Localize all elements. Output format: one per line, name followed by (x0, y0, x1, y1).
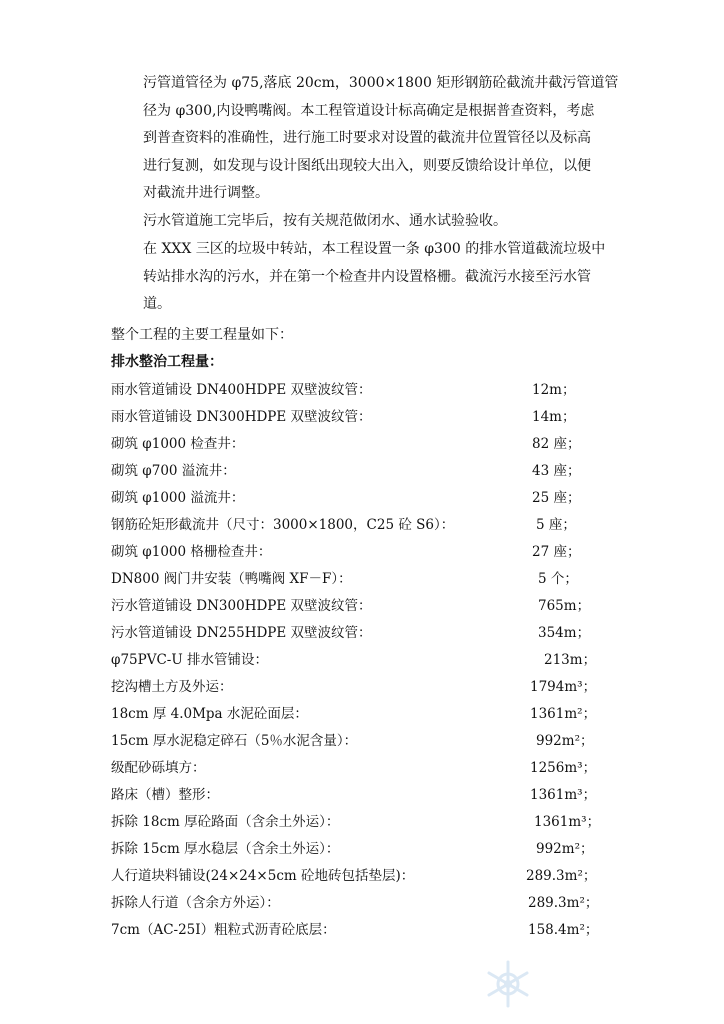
quantity-value: 1794m³； (530, 679, 597, 695)
quantity-label: 拆除 15cm 厚水稳层（含余土外运）： (111, 841, 340, 857)
quantity-label: DN800 阀门井安装（鸭嘴阀 XF－F）： (111, 571, 352, 587)
quantity-value: 289.3m²； (526, 868, 597, 884)
text-line: 进行复测，如发现与设计图纸出现较大出入，则要反馈给设计单位，以便 (143, 157, 591, 174)
quantity-row (0, 810, 724, 837)
quantity-row (0, 675, 724, 702)
quantity-row (0, 621, 724, 648)
quantity-row (0, 378, 724, 405)
quantity-label: 拆除人行道（含余方外运）： (111, 895, 280, 911)
quantity-value: 43 座； (532, 463, 581, 479)
text-line: 道。 (143, 296, 171, 313)
quantity-row (0, 783, 724, 810)
quantity-value: 25 座； (532, 490, 581, 506)
quantity-label: 砌筑 φ1000 格栅检查井： (111, 544, 272, 560)
quantity-row (0, 864, 724, 891)
quantity-row (0, 837, 724, 864)
quantity-value: 289.3m²； (528, 895, 599, 911)
quantity-label: 雨水管道铺设 DN400HDPE 双壁波纹管： (111, 382, 372, 398)
quantity-row (0, 702, 724, 729)
quantity-value: 5 个； (538, 571, 578, 587)
quantity-label: 砌筑 φ700 溢流井： (111, 463, 236, 479)
quantity-row (0, 540, 724, 567)
quantity-value: 82 座； (532, 436, 581, 452)
quantity-value: 1361m³； (534, 814, 601, 830)
quantity-label: 污水管道铺设 DN300HDPE 双壁波纹管： (111, 598, 372, 614)
quantity-label: 18cm 厚 4.0Mpa 水泥砼面层： (111, 706, 308, 722)
quantity-label: 挖沟槽土方及外运： (111, 679, 233, 695)
text-line: 到普查资料的准确性，进行施工时要求对设置的截流井位置管径以及标高 (143, 130, 591, 147)
quantity-label: φ75PVC-U 排水管铺设： (111, 652, 269, 668)
section-heading: 排水整治工程量： (111, 354, 223, 370)
quantity-row (0, 729, 724, 756)
quantity-value: 1361m³； (530, 787, 597, 803)
quantity-row (0, 432, 724, 459)
quantity-value: 213m； (544, 652, 597, 668)
quantity-label: 拆除 18cm 厚砼路面（含余土外运）： (111, 814, 340, 830)
quantity-label: 雨水管道铺设 DN300HDPE 双壁波纹管： (111, 409, 372, 425)
quantity-label: 15cm 厚水泥稳定碎石（5％水泥含量）： (111, 733, 358, 749)
quantity-row (0, 891, 724, 918)
summary-line: 整个工程的主要工程量如下： (111, 327, 293, 343)
quantity-row (0, 513, 724, 540)
quantity-value: 765m； (538, 598, 591, 614)
text-line: 在 XXX 三区的垃圾中转站，本工程设置一条 φ300 的排水管道截流垃圾中 (143, 241, 606, 257)
quantity-row (0, 567, 724, 594)
quantity-value: 27 座； (532, 544, 581, 560)
quantity-row (0, 594, 724, 621)
quantity-label: 7cm（AC-25Ⅰ）粗粒式沥青砼底层： (111, 922, 336, 938)
snowflake-watermark-icon (478, 958, 538, 1010)
quantity-label: 污水管道铺设 DN255HDPE 双壁波纹管： (111, 625, 372, 641)
quantity-label: 路床（槽）整形： (111, 787, 219, 803)
quantity-label: 人行道块料铺设(24×24×5cm 砼地砖包括垫层)： (111, 868, 415, 884)
quantity-label: 级配砂砾填方： (111, 760, 206, 776)
text-line: 污水管道施工完毕后，按有关规范做闭水、通水试验验收。 (143, 213, 507, 229)
quantity-row (0, 756, 724, 783)
quantity-row (0, 918, 724, 945)
text-line: 径为 φ300,内设鸭嘴阀。本工程管道设计标高确定是根据普查资料，考虑 (143, 102, 595, 119)
quantity-label: 砌筑 φ1000 溢流井： (111, 490, 245, 506)
quantity-value: 5 座； (536, 517, 576, 533)
quantity-row (0, 459, 724, 486)
quantity-label: 砌筑 φ1000 检查井： (111, 436, 245, 452)
quantity-value: 354m； (538, 625, 591, 641)
quantity-value: 992m²； (536, 733, 594, 749)
quantity-value: 1256m³； (530, 760, 597, 776)
text-line: 污管道管径为 φ75,落底 20cm，3000×1800 矩形钢筋砼截流井截污管道管 (143, 75, 619, 91)
text-line: 转站排水沟的污水，并在第一个检查井内设置格栅。截流污水接至污水管 (143, 268, 591, 285)
paragraph-transfer-station (143, 236, 633, 319)
paragraph-acceptance (143, 208, 633, 236)
quantity-value: 158.4m²； (528, 922, 599, 938)
quantity-value: 12m； (532, 382, 576, 398)
quantity-row (0, 648, 724, 675)
quantity-value: 1361m²； (530, 706, 597, 722)
text-line: 对截流井进行调整。 (143, 185, 269, 202)
quantity-row (0, 486, 724, 513)
quantity-value: 992m²； (536, 841, 594, 857)
paragraph-pipe-design (143, 70, 633, 208)
quantity-value: 14m； (532, 409, 576, 425)
quantity-label: 钢筋砼矩形截流井（尺寸：3000×1800，C25 砼 S6）： (111, 517, 455, 533)
quantity-row (0, 405, 724, 432)
